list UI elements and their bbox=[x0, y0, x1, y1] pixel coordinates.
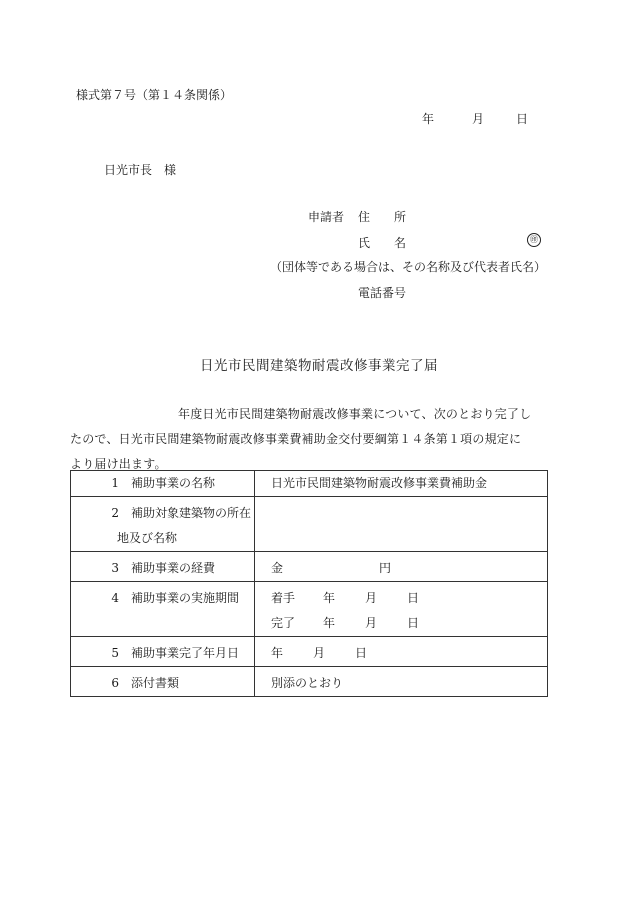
body-line-1: 年度日光市民間建築物耐震改修事業について、次のとおり完了し bbox=[178, 407, 532, 421]
row-label-cell bbox=[71, 667, 255, 697]
table-row bbox=[71, 497, 548, 552]
report-table bbox=[70, 470, 548, 697]
table-row bbox=[71, 667, 548, 697]
row-label-cell bbox=[71, 471, 255, 497]
date-year: 年 bbox=[422, 112, 435, 126]
form-number: 様式第７号（第１４条関係） bbox=[76, 88, 233, 102]
row-number: 2 bbox=[111, 506, 119, 520]
body-line-2: たので、日光市民間建築物耐震改修事業費補助金交付要綱第１４条第１項の規定に bbox=[70, 432, 522, 446]
row-label: 補助事業の名称 bbox=[131, 476, 216, 490]
cost-prefix: 金 bbox=[271, 561, 284, 575]
address-label: 住 所 bbox=[358, 210, 407, 224]
row-number: 1 bbox=[111, 476, 119, 490]
row-label-continued: 地及び名称 bbox=[117, 531, 178, 545]
name-label: 氏 名 bbox=[358, 236, 407, 250]
end-month: 月 bbox=[365, 616, 378, 630]
attachments-value: 別添のとおり bbox=[255, 667, 548, 697]
body-line-3: より届け出ます。 bbox=[70, 457, 167, 471]
table-row bbox=[71, 637, 548, 667]
row-label-cell bbox=[71, 552, 255, 582]
completion-month: 月 bbox=[313, 646, 326, 660]
start-day: 日 bbox=[407, 591, 420, 605]
completion-day: 日 bbox=[355, 646, 368, 660]
period-field[interactable] bbox=[255, 582, 548, 637]
row-label-cell bbox=[71, 497, 255, 552]
end-year: 年 bbox=[323, 616, 336, 630]
document-title: 日光市民間建築物耐震改修事業完了届 bbox=[200, 358, 438, 374]
start-prefix: 着手 bbox=[271, 591, 296, 605]
table-row bbox=[71, 552, 548, 582]
cost-unit: 円 bbox=[379, 561, 392, 575]
date-line bbox=[422, 110, 528, 127]
row-value-cell bbox=[255, 471, 548, 497]
date-month: 月 bbox=[472, 112, 485, 126]
start-year: 年 bbox=[323, 591, 336, 605]
addressee: 日光市長 様 bbox=[104, 163, 177, 177]
date-day: 日 bbox=[516, 112, 529, 126]
row-number: 6 bbox=[111, 676, 119, 690]
row-label: 補助事業完了年月日 bbox=[131, 646, 240, 660]
row-label: 補助事業の経費 bbox=[131, 561, 216, 575]
completion-year: 年 bbox=[271, 646, 284, 660]
row-label-cell bbox=[71, 637, 255, 667]
row-label: 補助事業の実施期間 bbox=[131, 591, 240, 605]
phone-label: 電話番号 bbox=[358, 286, 407, 300]
body-text bbox=[70, 402, 554, 477]
table-row bbox=[71, 582, 548, 637]
building-location-field[interactable] bbox=[255, 497, 548, 552]
org-note: （団体等である場合は、その名称及び代表者氏名） bbox=[270, 260, 547, 274]
table-row bbox=[71, 471, 548, 497]
completion-date-field[interactable] bbox=[255, 637, 548, 667]
end-prefix: 完了 bbox=[271, 616, 296, 630]
applicant-label: 申請者 bbox=[308, 210, 345, 224]
project-name-value: 日光市民間建築物耐震改修事業費補助金 bbox=[271, 476, 488, 490]
cost-field[interactable] bbox=[255, 552, 548, 582]
row-label: 補助対象建築物の所在 bbox=[131, 506, 252, 520]
end-day: 日 bbox=[407, 616, 420, 630]
row-number: 4 bbox=[111, 591, 119, 605]
row-number: 3 bbox=[111, 561, 119, 575]
row-label-cell bbox=[71, 582, 255, 637]
seal-mark: ㊞ bbox=[527, 233, 541, 247]
row-number: 5 bbox=[111, 646, 119, 660]
row-label: 添付書類 bbox=[131, 676, 180, 690]
start-month: 月 bbox=[365, 591, 378, 605]
